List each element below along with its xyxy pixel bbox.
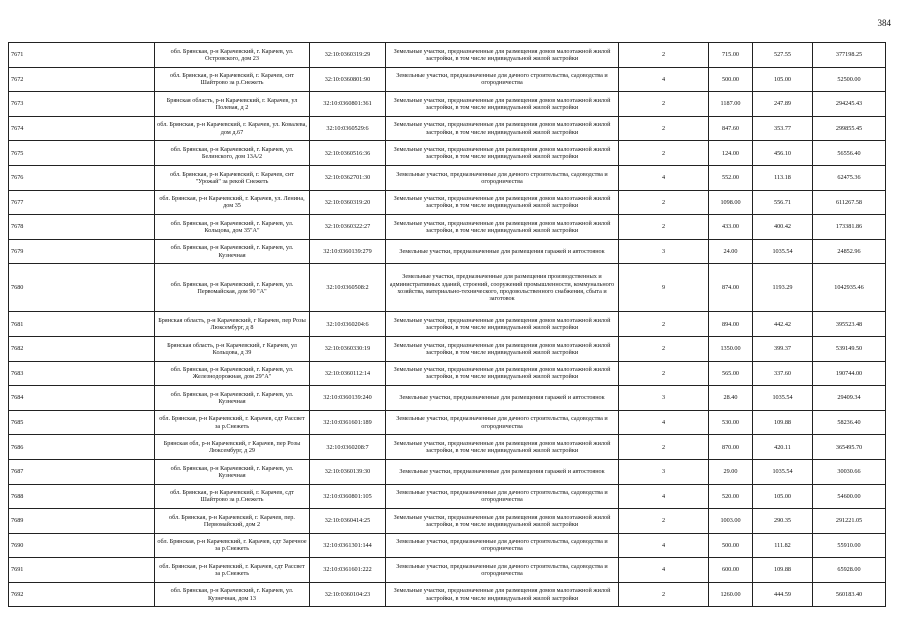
unit-value-cell: 109.88 bbox=[753, 410, 813, 435]
unit-value-cell: 420.11 bbox=[753, 435, 813, 460]
cadastral-value-cell: 611267.58 bbox=[813, 190, 886, 215]
cadastral-number-cell: 32:10:0360139:30 bbox=[310, 459, 386, 484]
land-use-cell: Земельные участки, предназначенные для размещения производственных и административных зданий, строений, сооружений промышленности, коммунального хозяйства, материально-технического, продовольственного снабжения, сбыта и заготовок bbox=[386, 264, 619, 312]
unit-value-cell: 1035.54 bbox=[753, 459, 813, 484]
area-cell: 1350.00 bbox=[709, 336, 753, 361]
table-row bbox=[9, 116, 886, 141]
address-cell: обл. Брянская, р-н Карачевский, г. Карачев, ул. Первомайская, дом 90 "А" bbox=[155, 264, 310, 312]
category-cell: 2 bbox=[619, 361, 709, 386]
row-number: 7676 bbox=[9, 165, 155, 190]
cadastral-value-cell: 62475.36 bbox=[813, 165, 886, 190]
land-use-cell: Земельные участки, предназначенные для размещения гаражей и автостоянок bbox=[386, 459, 619, 484]
unit-value-cell: 105.00 bbox=[753, 484, 813, 509]
table-row bbox=[9, 312, 886, 337]
cadastral-number-cell: 32:10:0360322:27 bbox=[310, 215, 386, 240]
cadastral-number-cell: 32:10:0360204:6 bbox=[310, 312, 386, 337]
table-row bbox=[9, 264, 886, 312]
table-row bbox=[9, 386, 886, 411]
row-number: 7680 bbox=[9, 264, 155, 312]
area-cell: 894.00 bbox=[709, 312, 753, 337]
unit-value-cell: 1035.54 bbox=[753, 386, 813, 411]
table-row bbox=[9, 165, 886, 190]
unit-value-cell: 111.82 bbox=[753, 533, 813, 558]
land-use-cell: Земельные участки, предназначенные для размещения домов малоэтажной жилой застройки, в том числе индивидуальной жилой застройки bbox=[386, 141, 619, 166]
area-cell: 565.00 bbox=[709, 361, 753, 386]
address-cell: обл. Брянская, р-н Карачевский, г. Карачев, ул. Белинского, дом 13А/2 bbox=[155, 141, 310, 166]
cadastral-value-cell: 539149.50 bbox=[813, 336, 886, 361]
cadastral-value-cell: 1042935.46 bbox=[813, 264, 886, 312]
row-number: 7688 bbox=[9, 484, 155, 509]
address-cell: обл. Брянская, р-н Карачевский, г. Карачев, пер. Первомайский, дом 2 bbox=[155, 509, 310, 534]
area-cell: 1260.00 bbox=[709, 582, 753, 607]
unit-value-cell: 1035.54 bbox=[753, 239, 813, 264]
cadastral-value-cell: 54600.00 bbox=[813, 484, 886, 509]
address-cell: обл. Брянская, р-н Карачевский, г. Карачев, ул. Кузнечная, дом 13 bbox=[155, 582, 310, 607]
address-cell: Брянская область, р-н Карачевский, г. Карачев, ул Полевая, д 2 bbox=[155, 92, 310, 117]
land-use-cell: Земельные участки, предназначенные для размещения гаражей и автостоянок bbox=[386, 386, 619, 411]
page-number: 384 bbox=[877, 18, 891, 28]
category-cell: 2 bbox=[619, 336, 709, 361]
row-number: 7679 bbox=[9, 239, 155, 264]
cadastral-number-cell: 32:10:0361301:144 bbox=[310, 533, 386, 558]
category-cell: 2 bbox=[619, 582, 709, 607]
category-cell: 4 bbox=[619, 67, 709, 92]
unit-value-cell: 113.18 bbox=[753, 165, 813, 190]
row-number: 7677 bbox=[9, 190, 155, 215]
table-row bbox=[9, 239, 886, 264]
table-row bbox=[9, 582, 886, 607]
cadastral-number-cell: 32:10:0360139:279 bbox=[310, 239, 386, 264]
area-cell: 433.00 bbox=[709, 215, 753, 240]
row-number: 7685 bbox=[9, 410, 155, 435]
unit-value-cell: 399.37 bbox=[753, 336, 813, 361]
unit-value-cell: 353.77 bbox=[753, 116, 813, 141]
row-number: 7673 bbox=[9, 92, 155, 117]
cadastral-value-cell: 55910.00 bbox=[813, 533, 886, 558]
land-use-cell: Земельные участки, предназначенные для дачного строительства, садоводства и огородничества bbox=[386, 558, 619, 583]
land-use-cell: Земельные участки, предназначенные для размещения домов малоэтажной жилой застройки, в том числе индивидуальной жилой застройки bbox=[386, 582, 619, 607]
area-cell: 500.00 bbox=[709, 67, 753, 92]
address-cell: Брянская область, р-н Карачевский, г Карачев, пер Розы Люксембург, д 8 bbox=[155, 312, 310, 337]
address-cell: обл. Брянская, р-н Карачевский, г. Карачев, ул. Кузнечная bbox=[155, 386, 310, 411]
cadastral-number-cell: 32:10:0360414:25 bbox=[310, 509, 386, 534]
address-cell: обл. Брянская, р-н Карачевский, г. Карачев, ул. Кузнечная bbox=[155, 459, 310, 484]
table-row bbox=[9, 141, 886, 166]
address-cell: Брянская обл, р-н Карачевский, г Карачев, пер Розы Люксембург, д 29 bbox=[155, 435, 310, 460]
table-row bbox=[9, 533, 886, 558]
area-cell: 1003.00 bbox=[709, 509, 753, 534]
area-cell: 552.00 bbox=[709, 165, 753, 190]
land-use-cell: Земельные участки, предназначенные для дачного строительства, садоводства и огородничества bbox=[386, 67, 619, 92]
land-use-cell: Земельные участки, предназначенные для размещения домов малоэтажной жилой застройки, в том числе индивидуальной жилой застройки bbox=[386, 312, 619, 337]
table-row bbox=[9, 43, 886, 68]
area-cell: 1098.00 bbox=[709, 190, 753, 215]
unit-value-cell: 442.42 bbox=[753, 312, 813, 337]
category-cell: 4 bbox=[619, 533, 709, 558]
table-row bbox=[9, 558, 886, 583]
address-cell: обл. Брянская, р-н Карачевский, г. Карачев, ул. Ковалева, дом д.67 bbox=[155, 116, 310, 141]
cadastral-number-cell: 32:10:0360330:19 bbox=[310, 336, 386, 361]
land-use-cell: Земельные участки, предназначенные для дачного строительства, садоводства и огородничества bbox=[386, 165, 619, 190]
category-cell: 4 bbox=[619, 410, 709, 435]
land-use-cell: Земельные участки, предназначенные для размещения домов малоэтажной жилой застройки, в том числе индивидуальной жилой застройки bbox=[386, 361, 619, 386]
cadastral-value-cell: 173381.86 bbox=[813, 215, 886, 240]
address-cell: обл. Брянская, р-н Карачевский, г. Карачев, снт Шайтрово за р.Снежеть bbox=[155, 67, 310, 92]
category-cell: 3 bbox=[619, 239, 709, 264]
unit-value-cell: 1193.29 bbox=[753, 264, 813, 312]
area-cell: 870.00 bbox=[709, 435, 753, 460]
category-cell: 2 bbox=[619, 116, 709, 141]
category-cell: 2 bbox=[619, 215, 709, 240]
area-cell: 1187.00 bbox=[709, 92, 753, 117]
cadastral-value-cell: 365495.70 bbox=[813, 435, 886, 460]
address-cell: обл. Брянская, р-н Карачевский, г. Карачев, ул. Кольцова, дом 35"А" bbox=[155, 215, 310, 240]
category-cell: 4 bbox=[619, 558, 709, 583]
unit-value-cell: 444.59 bbox=[753, 582, 813, 607]
table-row bbox=[9, 484, 886, 509]
table-row bbox=[9, 92, 886, 117]
address-cell: обл. Брянская, р-н Карачевский, г. Карачев, сдт Шайтрово за р.Снежеть bbox=[155, 484, 310, 509]
area-cell: 715.00 bbox=[709, 43, 753, 68]
category-cell: 3 bbox=[619, 459, 709, 484]
address-cell: обл. Брянская, р-н Карачевский, г. Карачев, сдт Рассвет за р.Снежеть bbox=[155, 410, 310, 435]
row-number: 7671 bbox=[9, 43, 155, 68]
table-row bbox=[9, 410, 886, 435]
cadastral-value-cell: 29409.34 bbox=[813, 386, 886, 411]
cadastral-number-cell: 32:10:0360801:90 bbox=[310, 67, 386, 92]
cadastral-number-cell: 32:10:0360801:361 bbox=[310, 92, 386, 117]
land-use-cell: Земельные участки, предназначенные для размещения гаражей и автостоянок bbox=[386, 239, 619, 264]
unit-value-cell: 527.55 bbox=[753, 43, 813, 68]
table-row bbox=[9, 215, 886, 240]
row-number: 7682 bbox=[9, 336, 155, 361]
area-cell: 847.60 bbox=[709, 116, 753, 141]
row-number: 7678 bbox=[9, 215, 155, 240]
address-cell: обл. Брянская, р-н Карачевский, г. Карачев, снт "Урожай" за рекой Снежеть bbox=[155, 165, 310, 190]
land-use-cell: Земельные участки, предназначенные для размещения домов малоэтажной жилой застройки, в том числе индивидуальной жилой застройки bbox=[386, 190, 619, 215]
area-cell: 874.00 bbox=[709, 264, 753, 312]
land-use-cell: Земельные участки, предназначенные для размещения домов малоэтажной жилой застройки, в том числе индивидуальной жилой застройки bbox=[386, 43, 619, 68]
area-cell: 500.00 bbox=[709, 533, 753, 558]
cadastral-value-cell: 58236.40 bbox=[813, 410, 886, 435]
land-use-cell: Земельные участки, предназначенные для размещения домов малоэтажной жилой застройки, в том числе индивидуальной жилой застройки bbox=[386, 435, 619, 460]
table-row bbox=[9, 336, 886, 361]
cadastral-value-cell: 291221.05 bbox=[813, 509, 886, 534]
cadastral-number-cell: 32:10:0361601:189 bbox=[310, 410, 386, 435]
row-number: 7684 bbox=[9, 386, 155, 411]
address-cell: Брянская область, р-н Карачевский, г Карачев, ул Кольцова, д 39 bbox=[155, 336, 310, 361]
cadastral-number-cell: 32:10:0360112:14 bbox=[310, 361, 386, 386]
row-number: 7681 bbox=[9, 312, 155, 337]
land-registry-table bbox=[8, 42, 886, 607]
row-number: 7683 bbox=[9, 361, 155, 386]
area-cell: 600.00 bbox=[709, 558, 753, 583]
row-number: 7689 bbox=[9, 509, 155, 534]
category-cell: 4 bbox=[619, 484, 709, 509]
cadastral-value-cell: 190744.00 bbox=[813, 361, 886, 386]
category-cell: 2 bbox=[619, 43, 709, 68]
category-cell: 2 bbox=[619, 92, 709, 117]
cadastral-number-cell: 32:10:0360319:20 bbox=[310, 190, 386, 215]
land-use-cell: Земельные участки, предназначенные для размещения домов малоэтажной жилой застройки, в том числе индивидуальной жилой застройки bbox=[386, 336, 619, 361]
row-number: 7672 bbox=[9, 67, 155, 92]
cadastral-value-cell: 30030.66 bbox=[813, 459, 886, 484]
category-cell: 2 bbox=[619, 509, 709, 534]
land-use-cell: Земельные участки, предназначенные для размещения домов малоэтажной жилой застройки, в том числе индивидуальной жилой застройки bbox=[386, 509, 619, 534]
cadastral-value-cell: 52500.00 bbox=[813, 67, 886, 92]
address-cell: обл. Брянская, р-н Карачевский, г. Карачев, ул. Железнодорожная, дом 29"А" bbox=[155, 361, 310, 386]
area-cell: 530.00 bbox=[709, 410, 753, 435]
cadastral-value-cell: 294245.43 bbox=[813, 92, 886, 117]
cadastral-value-cell: 377198.25 bbox=[813, 43, 886, 68]
area-cell: 520.00 bbox=[709, 484, 753, 509]
land-use-cell: Земельные участки, предназначенные для размещения домов малоэтажной жилой застройки, в том числе индивидуальной жилой застройки bbox=[386, 116, 619, 141]
address-cell: обл. Брянская, р-н Карачевский, г. Карачев, ул. Кузнечная bbox=[155, 239, 310, 264]
land-use-cell: Земельные участки, предназначенные для дачного строительства, садоводства и огородничества bbox=[386, 484, 619, 509]
row-number: 7674 bbox=[9, 116, 155, 141]
cadastral-number-cell: 32:10:0361601:222 bbox=[310, 558, 386, 583]
category-cell: 2 bbox=[619, 312, 709, 337]
address-cell: обл. Брянская, р-н Карачевский, г. Карачев, ул. Островского, дом 23 bbox=[155, 43, 310, 68]
cadastral-number-cell: 32:10:0360508:2 bbox=[310, 264, 386, 312]
area-cell: 28.40 bbox=[709, 386, 753, 411]
unit-value-cell: 337.60 bbox=[753, 361, 813, 386]
unit-value-cell: 556.71 bbox=[753, 190, 813, 215]
table-row bbox=[9, 459, 886, 484]
table-row bbox=[9, 190, 886, 215]
land-use-cell: Земельные участки, предназначенные для дачного строительства, садоводства и огородничества bbox=[386, 533, 619, 558]
row-number: 7690 bbox=[9, 533, 155, 558]
cadastral-number-cell: 32:10:0360139:240 bbox=[310, 386, 386, 411]
cadastral-number-cell: 32:10:0360104:23 bbox=[310, 582, 386, 607]
address-cell: обл. Брянская, р-н Карачевский, г. Карачев, сдт Рассвет за р.Снежеть bbox=[155, 558, 310, 583]
unit-value-cell: 109.88 bbox=[753, 558, 813, 583]
unit-value-cell: 456.10 bbox=[753, 141, 813, 166]
table-row bbox=[9, 67, 886, 92]
land-use-cell: Земельные участки, предназначенные для размещения домов малоэтажной жилой застройки, в том числе индивидуальной жилой застройки bbox=[386, 92, 619, 117]
cadastral-value-cell: 65928.00 bbox=[813, 558, 886, 583]
unit-value-cell: 247.89 bbox=[753, 92, 813, 117]
table-row bbox=[9, 509, 886, 534]
category-cell: 2 bbox=[619, 435, 709, 460]
cadastral-value-cell: 299855.45 bbox=[813, 116, 886, 141]
cadastral-number-cell: 32:10:0362701:30 bbox=[310, 165, 386, 190]
cadastral-number-cell: 32:10:0360516:36 bbox=[310, 141, 386, 166]
row-number: 7687 bbox=[9, 459, 155, 484]
unit-value-cell: 400.42 bbox=[753, 215, 813, 240]
cadastral-number-cell: 32:10:0360208:7 bbox=[310, 435, 386, 460]
category-cell: 9 bbox=[619, 264, 709, 312]
land-use-cell: Земельные участки, предназначенные для размещения домов малоэтажной жилой застройки, в том числе индивидуальной жилой застройки bbox=[386, 215, 619, 240]
unit-value-cell: 290.35 bbox=[753, 509, 813, 534]
cadastral-value-cell: 560183.40 bbox=[813, 582, 886, 607]
land-use-cell: Земельные участки, предназначенные для дачного строительства, садоводства и огородничества bbox=[386, 410, 619, 435]
row-number: 7675 bbox=[9, 141, 155, 166]
cadastral-number-cell: 32:10:0360529:6 bbox=[310, 116, 386, 141]
table-body bbox=[9, 43, 886, 607]
cadastral-value-cell: 395523.48 bbox=[813, 312, 886, 337]
row-number: 7686 bbox=[9, 435, 155, 460]
area-cell: 29.00 bbox=[709, 459, 753, 484]
category-cell: 3 bbox=[619, 386, 709, 411]
row-number: 7691 bbox=[9, 558, 155, 583]
area-cell: 124.00 bbox=[709, 141, 753, 166]
category-cell: 2 bbox=[619, 190, 709, 215]
category-cell: 2 bbox=[619, 141, 709, 166]
area-cell: 24.00 bbox=[709, 239, 753, 264]
address-cell: обл. Брянская, р-н Карачевский, г. Карачев, сдт Заречное за р.Снежеть bbox=[155, 533, 310, 558]
unit-value-cell: 105.00 bbox=[753, 67, 813, 92]
cadastral-number-cell: 32:10:0360801:105 bbox=[310, 484, 386, 509]
address-cell: обл. Брянская, р-н Карачевский, г. Карачев, ул. Ленина, дом 35 bbox=[155, 190, 310, 215]
cadastral-number-cell: 32:10:0360319:29 bbox=[310, 43, 386, 68]
cadastral-value-cell: 56556.40 bbox=[813, 141, 886, 166]
category-cell: 4 bbox=[619, 165, 709, 190]
table-row bbox=[9, 435, 886, 460]
row-number: 7692 bbox=[9, 582, 155, 607]
table-row bbox=[9, 361, 886, 386]
cadastral-value-cell: 24852.96 bbox=[813, 239, 886, 264]
